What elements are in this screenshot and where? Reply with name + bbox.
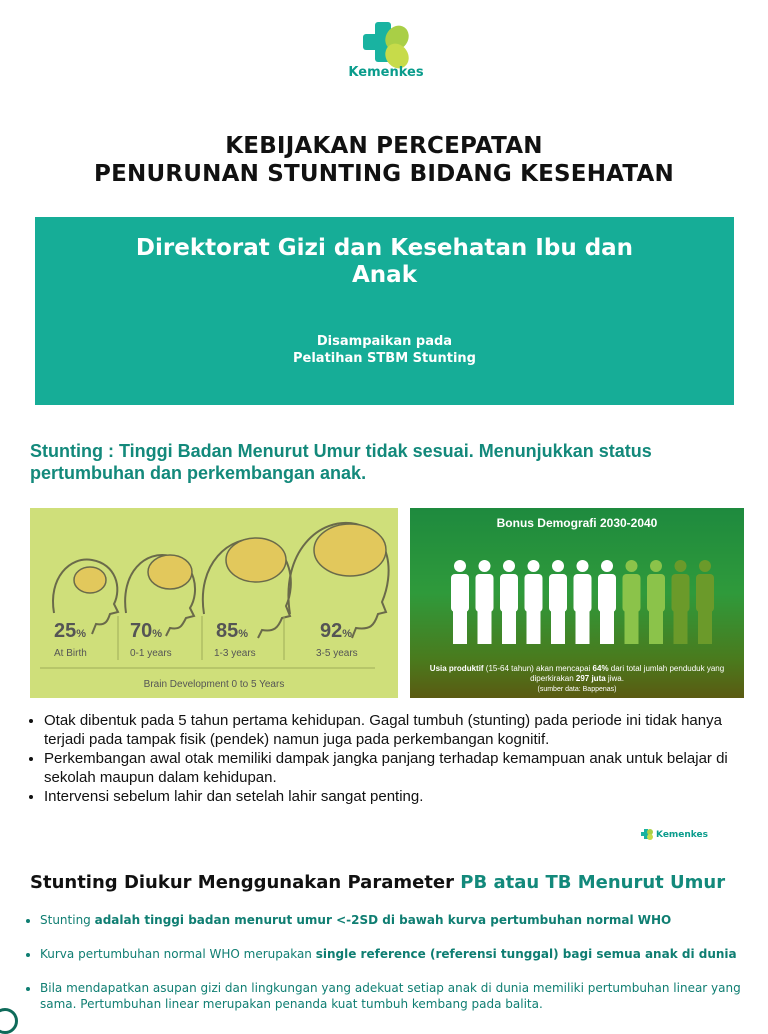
brain-pct-3-5: 92% bbox=[320, 620, 353, 642]
title-banner bbox=[35, 217, 734, 405]
kemenkes-small-logo-icon bbox=[640, 828, 654, 842]
brain-pct-0-1: 70% bbox=[130, 620, 163, 642]
person-figure bbox=[500, 560, 518, 644]
person-figure bbox=[672, 560, 690, 644]
banner-title: Direktorat Gizi dan Kesehatan Ibu dan Anak bbox=[135, 235, 634, 288]
small-logo-text: Kemenkes bbox=[656, 830, 709, 840]
bullet-item: • Perkembangan awal otak memiliki dampak jangka panjang terhadap kemampuan anak untuk belajar di sekolah maupun dalam kehidupan. bbox=[44, 749, 764, 787]
brain-label-3-5: 3-5 years bbox=[316, 648, 358, 659]
brain-pct-1-3: 85% bbox=[216, 620, 249, 642]
person-figure bbox=[696, 560, 714, 644]
person-figure bbox=[525, 560, 543, 644]
person-figure bbox=[598, 560, 616, 644]
brain-caption: Brain Development 0 to 5 Years bbox=[143, 679, 285, 690]
corner-decoration bbox=[0, 1008, 18, 1034]
banner-sub-line2: Pelatihan STBM Stunting bbox=[293, 351, 476, 366]
brain-label-birth: At Birth bbox=[54, 648, 87, 659]
person-figure bbox=[476, 560, 494, 644]
head-silhouettes-icon bbox=[30, 508, 398, 698]
banner-subtitle bbox=[35, 333, 734, 367]
page-title-line1: KEBIJAKAN PERCEPATAN bbox=[225, 133, 543, 159]
brain-pct-birth: 25% bbox=[54, 620, 87, 642]
brain-label-0-1: 0-1 years bbox=[130, 648, 172, 659]
person-figure bbox=[647, 560, 665, 644]
stunting-definition: Stunting : Tinggi Badan Menurut Umur tidak sesuai. Menunjukkan status pertumbuhan dan perkembangan anak. bbox=[30, 441, 652, 483]
person-figure bbox=[549, 560, 567, 644]
person-figure bbox=[574, 560, 592, 644]
brain-development-image bbox=[30, 508, 398, 698]
parameter-item: • Bila mendapatkan asupan gizi dan lingkungan yang adekuat setiap anak di dunia memiliki pertumbuhan linear yang sama. Pertumbuhan linear merupakan penanda kuat tumbuh kembang pada balita. bbox=[40, 980, 768, 1012]
bullet-item: • Otak dibentuk pada 5 tahun pertama kehidupan. Gagal tumbuh (stunting) pada periode ini tidak hanya terjadi pada tampak fisik (pendek) namun juga pada perkembangan kognitif. bbox=[44, 711, 764, 749]
banner-sub-line1: Disampaikan pada bbox=[316, 334, 453, 349]
person-figure bbox=[451, 560, 469, 644]
page-title-line2: PENURUNAN STUNTING BIDANG KESEHATAN bbox=[94, 161, 674, 187]
bullet-item: • Intervensi sebelum lahir dan setelah lahir sangat penting. bbox=[44, 787, 764, 806]
parameter-title: Stunting Diukur Menggunakan Parameter PB atau TB Menurut Umur bbox=[30, 872, 726, 893]
person-figure bbox=[623, 560, 641, 644]
people-figures-icon bbox=[410, 556, 744, 666]
parameter-item: • Kurva pertumbuhan normal WHO merupakan single reference (referensi tunggal) bagi semua anak di dunia bbox=[40, 946, 768, 962]
parameter-list bbox=[22, 912, 768, 1030]
parameter-item: • Stunting adalah tinggi badan menurut umur <-2SD di bawah kurva pertumbuhan normal WHO bbox=[40, 912, 768, 928]
demografi-text: Usia produktif (15-64 tahun) akan mencapai 64% dari total jumlah penduduk yang diperkirakan 297 juta jiwa. (sumber data: Bappenas) bbox=[429, 664, 725, 693]
bonus-demografi-image bbox=[410, 508, 744, 698]
demografi-title: Bonus Demografi 2030-2040 bbox=[496, 516, 658, 530]
brain-label-1-3: 1-3 years bbox=[214, 648, 256, 659]
logo-text: Kemenkes bbox=[348, 65, 424, 80]
brain-bullets bbox=[26, 711, 764, 806]
